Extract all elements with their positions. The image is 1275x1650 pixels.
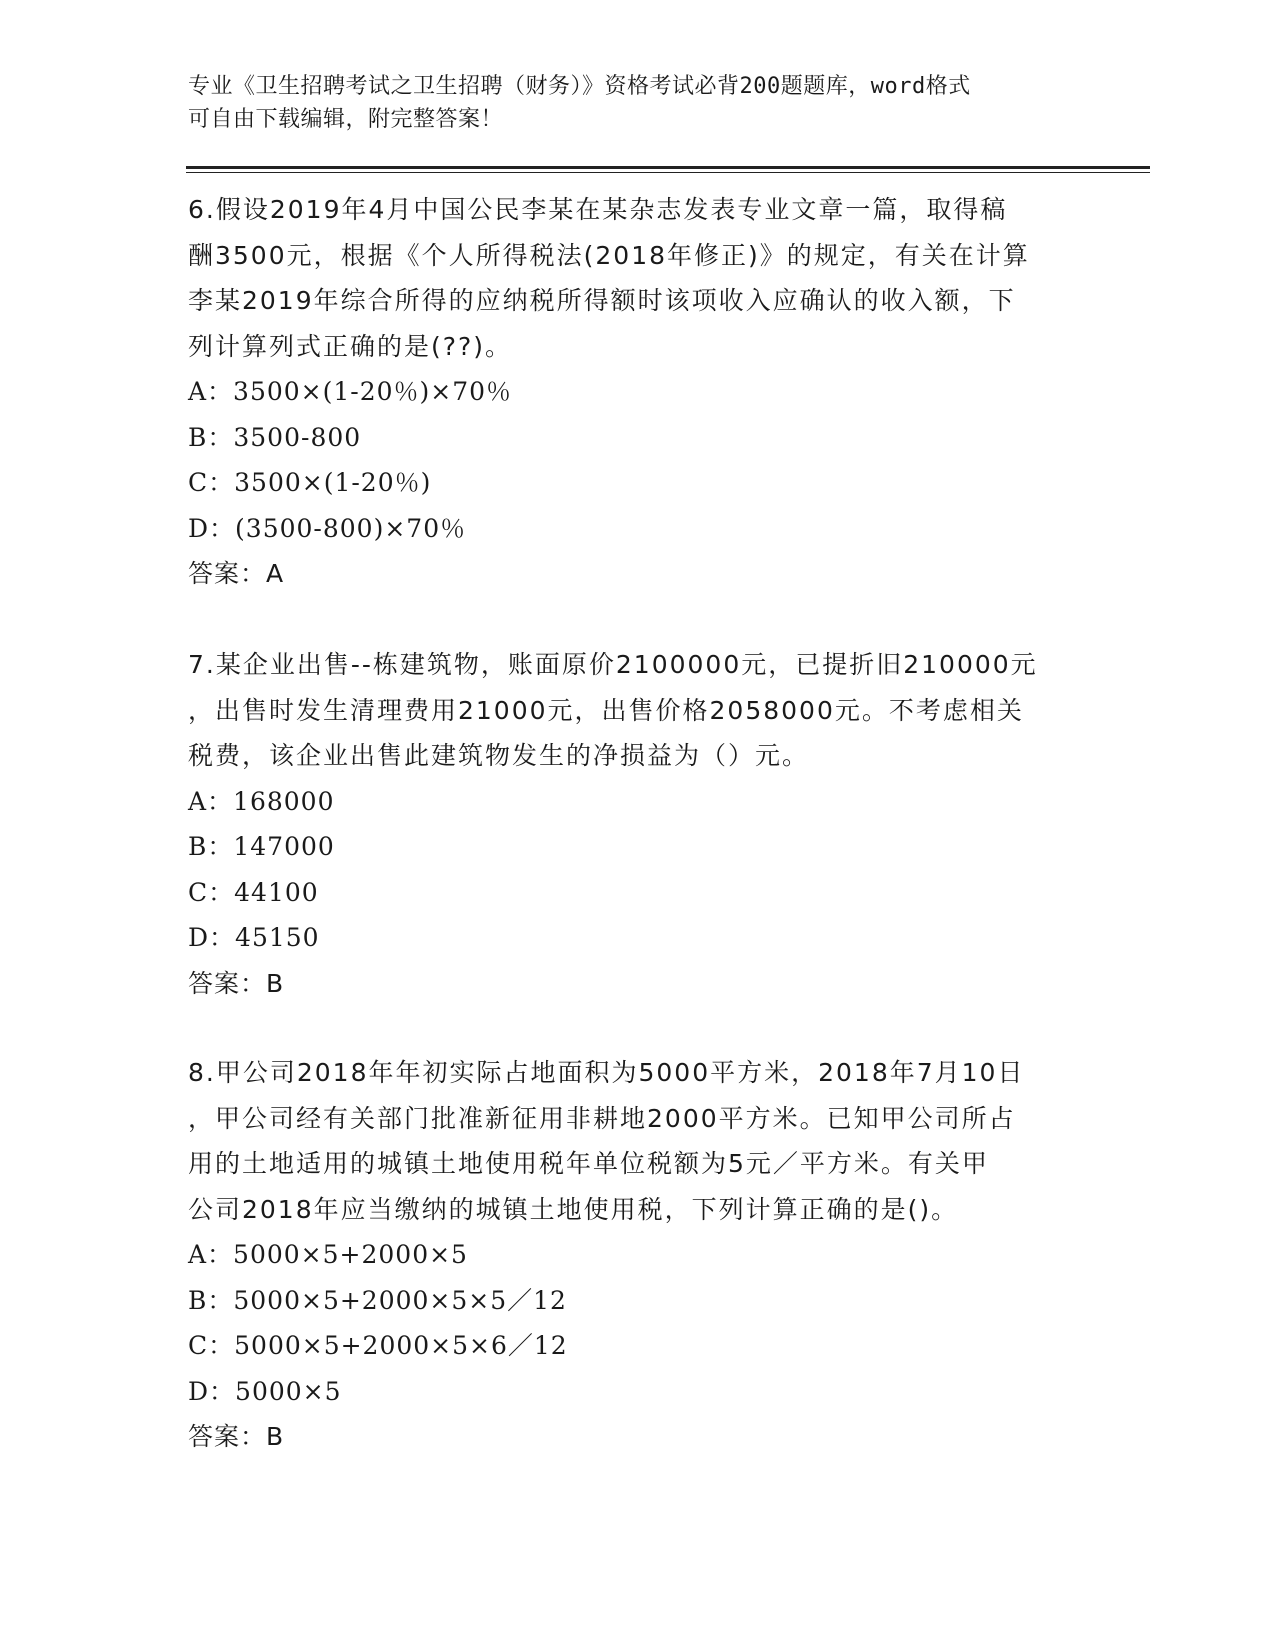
question-stem-line: 列计算列式正确的是(??)。 bbox=[188, 331, 513, 361]
question-stem-line: 8.甲公司2018年年初实际占地面积为5000平方米，2018年7月10日 bbox=[188, 1058, 1025, 1087]
option-b: B：5000×5+2000×5×5／12 bbox=[188, 1285, 567, 1315]
question-stem-line: 7.某企业出售--栋建筑物，账面原价2100000元，已提折旧210000元 bbox=[188, 650, 1038, 679]
answer: 答案：B bbox=[188, 1422, 285, 1451]
question-stem-line: 李某2019年综合所得的应纳税所得额时该项收入应确认的收入额，下 bbox=[188, 286, 1016, 315]
option-d: D：(3500-800)×70％ bbox=[188, 513, 467, 543]
answer: 答案：B bbox=[188, 968, 285, 998]
option-b: B：3500-800 bbox=[188, 422, 362, 452]
option-c: C：3500×(1-20％) bbox=[188, 468, 432, 497]
question-stem-line: 用的土地适用的城镇土地使用税年单位税额为5元／平方米。有关甲 bbox=[188, 1149, 989, 1178]
option-d: D：45150 bbox=[188, 923, 320, 952]
question-stem-line: 6.假设2019年4月中国公民李某在某杂志发表专业文章一篇，取得稿 bbox=[188, 195, 1008, 224]
question-7 bbox=[188, 642, 1068, 1006]
option-c: C：44100 bbox=[188, 877, 319, 907]
header-line-2: 可自由下载编辑，附完整答案！ bbox=[188, 107, 504, 132]
option-c: C：5000×5+2000×5×6／12 bbox=[188, 1331, 568, 1360]
option-a: A：168000 bbox=[188, 786, 335, 816]
question-6 bbox=[188, 187, 1068, 597]
option-d: D：5000×5 bbox=[188, 1376, 342, 1406]
question-8 bbox=[188, 1050, 1068, 1460]
question-stem-line: ，甲公司经有关部门批准新征用非耕地2000平方米。已知甲公司所占 bbox=[188, 1103, 1016, 1133]
option-b: B：147000 bbox=[188, 832, 335, 861]
question-stem-line: 公司2018年应当缴纳的城镇土地使用税，下列计算正确的是()。 bbox=[188, 1194, 959, 1224]
header-line-1: 专业《卫生招聘考试之卫生招聘（财务）》资格考试必背200题题库，word格式 bbox=[188, 74, 971, 99]
answer: 答案：A bbox=[188, 559, 285, 588]
document-page bbox=[188, 70, 1148, 1451]
header-divider bbox=[186, 166, 1150, 173]
question-stem-line: 税费，该企业出售此建筑物发生的净损益为（）元。 bbox=[188, 741, 810, 770]
question-stem-line: ，出售时发生清理费用21000元，出售价格2058000元。不考虑相关 bbox=[188, 695, 1024, 725]
option-a: A：5000×5+2000×5 bbox=[188, 1240, 468, 1269]
option-a: A：3500×(1-20％)×70％ bbox=[188, 377, 513, 406]
divider-thin-line bbox=[186, 172, 1150, 173]
header-note bbox=[188, 70, 1148, 136]
question-stem-line: 酬3500元，根据《个人所得税法(2018年修正)》的规定，有关在计算 bbox=[188, 240, 1030, 270]
